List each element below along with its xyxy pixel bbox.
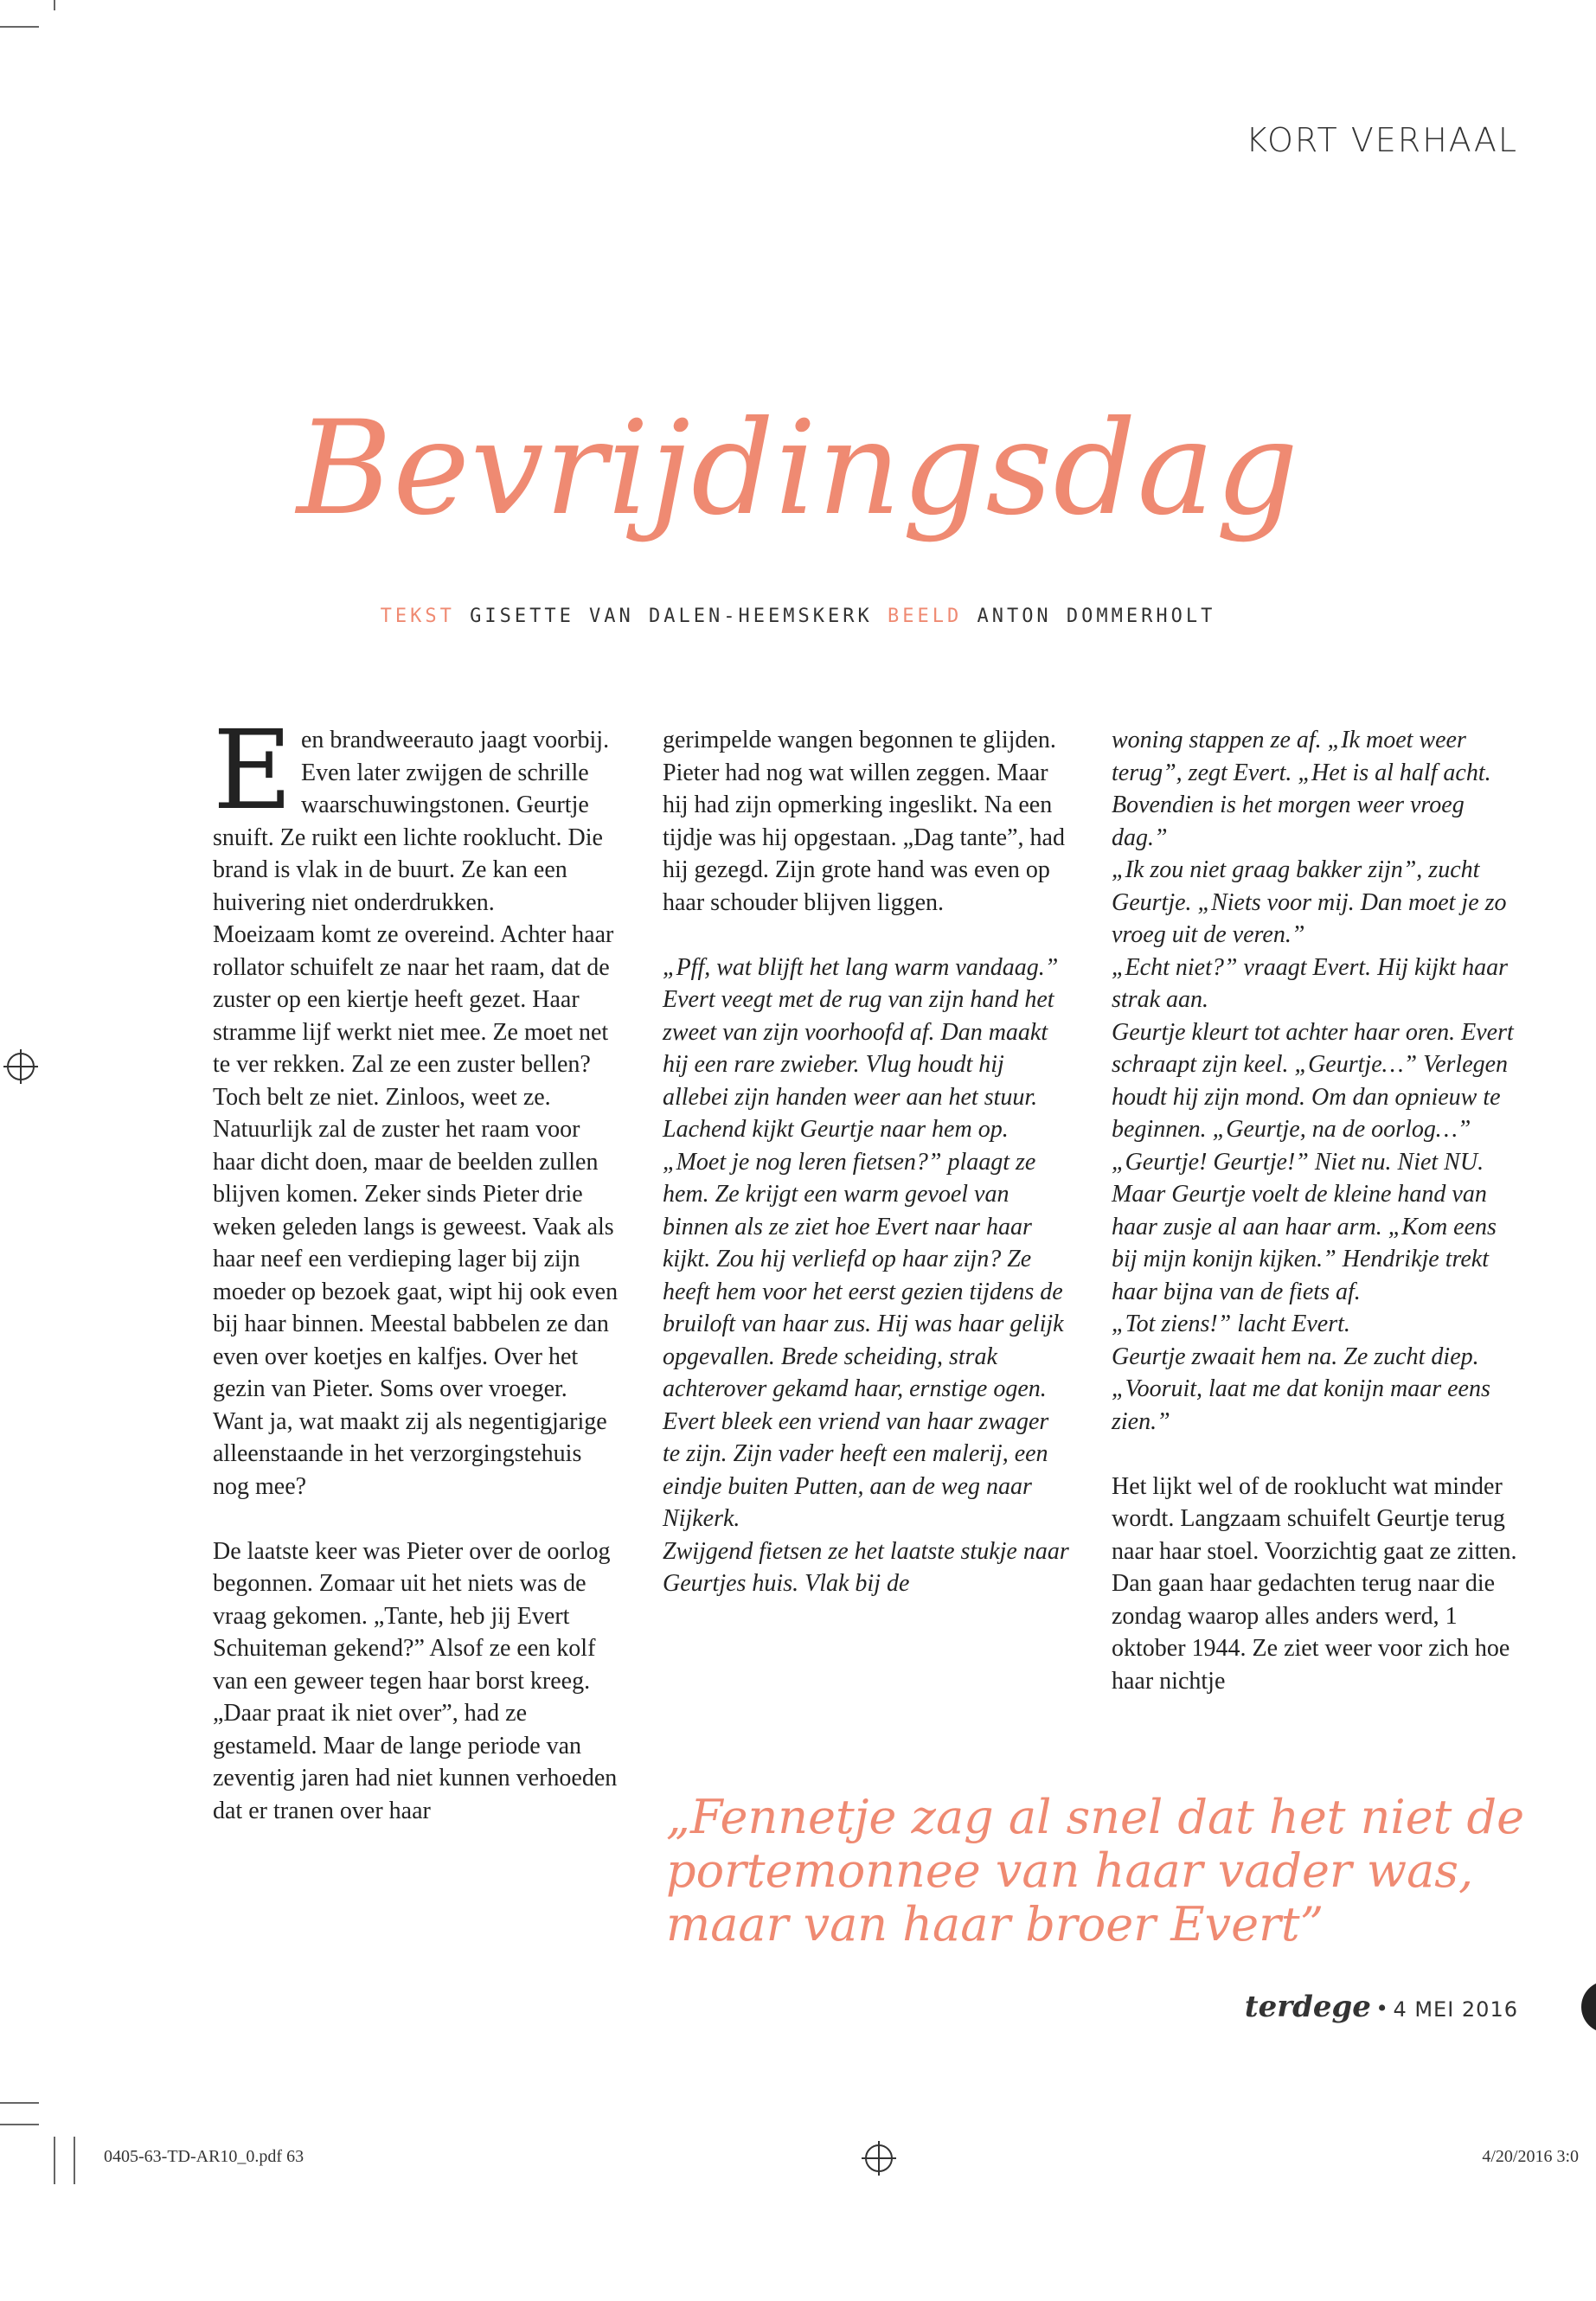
body-column-1 (213, 707, 619, 1827)
crop-mark (54, 2137, 55, 2184)
body-column-3 (1112, 724, 1518, 1697)
print-slug-date: 4/20/2016 3:0 (1482, 2147, 1579, 2166)
paragraph: Geurtje zwaait hem na. Ze zucht diep. „Vooruit, laat me dat konijn maar eens zien.” (1112, 1343, 1490, 1435)
paragraph: Geurtje kleurt tot achter haar oren. Evert schraapt zijn keel. „Geurtje…” Verlegen houdt hij zijn mond. Om dan opnieuw te beginnen. „Geurtje, na de oorlog…” (1112, 1018, 1514, 1143)
drop-cap: E (213, 707, 292, 834)
body-column-2 (663, 724, 1069, 1600)
page-footer (1245, 1990, 1518, 2024)
crop-mark (0, 2102, 39, 2104)
print-slug-file: 0405-63-TD-AR10_0.pdf 63 (104, 2147, 304, 2166)
registration-mark-icon (7, 1053, 35, 1080)
paragraph: „Pff, wat blijft het lang warm vandaag.” Evert veegt met de rug van zijn hand het zweet van zijn voorhoofd af. Dan maakt hij een rare zwieber. Vlug houdt hij allebei zijn handen weer aan het stuur. (663, 953, 1059, 1111)
paragraph: Pieter had nog wat willen zeggen. Maar hij had zijn opmerking ingeslikt. Na een tijdje was hij opgestaan. „Dag tante”, had hij gezegd. Zijn grote hand was even op haar schouder blijven liggen. (663, 759, 1065, 916)
paragraph: Het lijkt wel of de rooklucht wat minder wordt. Langzaam schuifelt Geurtje terug naar haar stoel. Voorzichtig gaat ze zitten. Dan gaan haar gedachten terug naar die zondag waarop alles anders werd, 1 oktober 1944. Ze ziet weer voor zich hoe haar nichtje (1112, 1472, 1517, 1695)
paragraph: en brandweerauto jaagt voorbij. Even later zwijgen de schrille waarschuwingstonen. Geurtje snuift. Ze ruikt een lichte rooklucht. Die brand is vlak in de buurt. Ze kan een huivering niet onderdrukken. (213, 727, 610, 916)
credits-image-label: BEELD (887, 606, 963, 627)
paragraph: „Echt niet?” vraagt Evert. Hij kijkt haar strak aan. (1112, 953, 1509, 1013)
crop-mark (0, 2124, 39, 2125)
paragraph: „Geurtje! Geurtje!” Niet nu. Niet NU. Maar Geurtje voelt de kleine hand van haar zusje al aan haar arm. „Kom eens bij mijn konijn kijken.” Hendrikje trekt haar bijna van de fiets af. (1112, 1148, 1497, 1305)
crop-mark (74, 2137, 75, 2184)
issue-date: 4 MEI 2016 (1393, 1997, 1518, 2022)
registration-mark-icon (865, 2144, 893, 2172)
page-number-badge (1581, 1981, 1596, 2033)
pull-quote: „Fennetje zag al snel dat het niet de portemonnee van haar vader was, maar van haar broer Evert” (666, 1790, 1525, 1952)
credits-text-label: TEKST (380, 606, 455, 627)
paragraph: „Daar praat ik niet over”, had ze gestameld. Maar de lange periode van zeventig jaren had niet kunnen verhoeden dat er tranen over haar (213, 1700, 618, 1824)
paragraph: „Ik zou niet graag bakker zijn”, zucht Geurtje. „Niets voor mij. Dan moet je zo vroeg uit de veren.” (1112, 856, 1507, 948)
paragraph: gerimpelde wangen begonnen te glijden. (663, 727, 1056, 753)
article-title: Bevrijdingsdag (297, 394, 1299, 544)
paragraph: De laatste keer was Pieter over de oorlog begonnen. Zomaar uit het niets was de vraag gekomen. „Tante, heb jij Evert Schuiteman gekend?” Alsof ze een kolf van een geweer tegen haar borst kreeg. (213, 1537, 611, 1695)
paragraph: „Tot ziens!” lacht Evert. (1112, 1311, 1350, 1337)
footer-separator: • (1377, 1994, 1387, 2022)
paragraph: woning stappen ze af. „Ik moet weer terug”, zegt Evert. „Het is al half acht. Bovendien is het morgen weer vroeg dag.” (1112, 727, 1491, 851)
paragraph: Toch belt ze niet. Zinloos, weet ze. Natuurlijk zal de zuster het raam voor haar dicht doen, maar de beelden zullen blijven komen. Zeker sinds Pieter drie weken geleden langs is geweest. Vaak als haar neef een verdieping lager bij zijn moeder op bezoek gaat, wipt hij ook even bij haar binnen. Meestal babbelen ze dan even over koetjes en kalfjes. Over het gezin van Pieter. Soms over vroeger. Want ja, wat maakt zij als negentigjarige alleenstaande in het verzorgingstehuis nog mee? (213, 1083, 619, 1500)
paragraph: Zwijgend fietsen ze het laatste stukje naar Geurtjes huis. Vlak bij de (663, 1537, 1069, 1597)
credits-author: GISETTE VAN DALEN-HEEMSKERK (470, 606, 873, 627)
magazine-brand: terdege (1244, 1990, 1371, 2024)
credits-illustrator: ANTON DOMMERHOLT (977, 606, 1216, 627)
credits (0, 606, 1596, 627)
paragraph: Moeizaam komt ze overeind. Achter haar rollator schuifelt ze naar het raam, dat de zuster op een kiertje heeft gezet. Haar stramme lijf werkt niet mee. Ze moet net te ver rekken. Zal ze een zuster bellen? (213, 921, 614, 1078)
crop-mark (0, 26, 39, 28)
paragraph: Lachend kijkt Geurtje naar hem op. „Moet je nog leren fietsen?” plaagt ze hem. Ze krijgt een warm gevoel van binnen als ze ziet hoe Evert naar haar kijkt. Zou hij verliefd op haar zijn? Ze heeft hem voor het eerst gezien tijdens de bruiloft van haar zus. Hij was haar gelijk opgevallen. Brede scheiding, strak achterover gekamd haar, ernstige ogen. Evert bleek een vriend van haar zwager te zijn. Zijn vader heeft een malerij, een eindje buiten Putten, aan de weg naar Nijkerk. (663, 1116, 1064, 1532)
section-label: KORT VERHAAL (1246, 121, 1518, 159)
crop-mark (54, 0, 55, 10)
